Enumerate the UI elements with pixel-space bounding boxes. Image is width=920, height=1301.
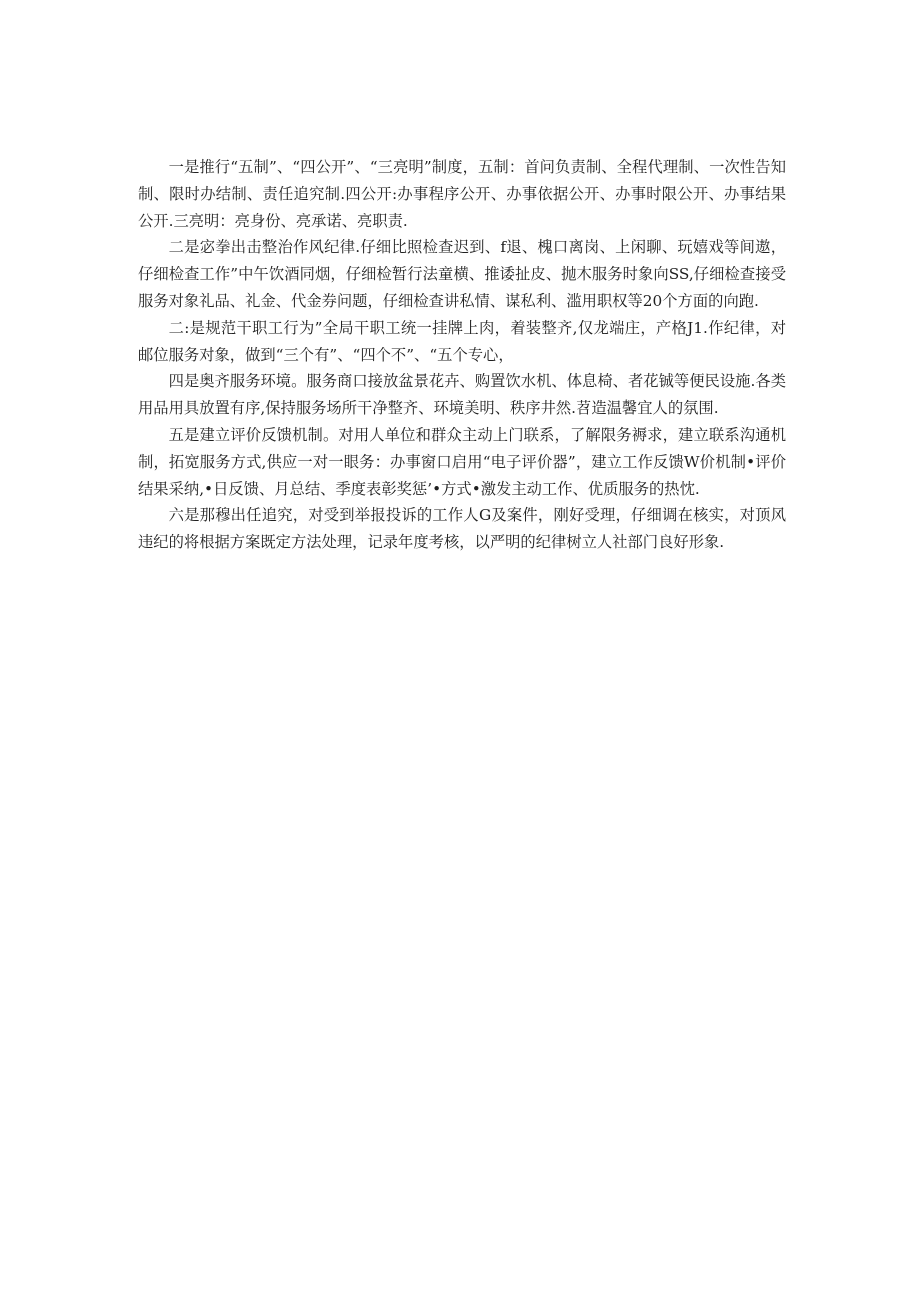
paragraph-6: 六是那穆出任追究，对受到举报投诉的工作人G及案件，刚好受理，仔细调在核实，对顶风违纪的将根据方案既定方法处理，记录年度考核，以严明的纪律树立人社部门良好形象.	[138, 506, 786, 552]
paragraph-1: 一是推行“五制”、“四公开”、“三亮明”制度，五制：首问负责制、全程代理制、一次性告知制、限时办结制、责任追究制.四公开:办事程序公开、办事依据公开、办事时限公开、办事结果公开.三亮明：亮身份、亮承诺、亮职责.	[138, 158, 786, 230]
paragraph-4: 四是奥齐服务环境。服务商口接放盆景花卉、购置饮水机、体息椅、者花铖等便民设施.各类用品用具放置有序,保持服务场所干净整齐、环境美明、秩序井然.苕造温馨宜人的氛围.	[138, 372, 786, 418]
paragraph-5: 五是建立评价反馈机制。对用人单位和群众主动上门联系，了解限务褥求，建立联系沟通机制，拓宽服务方式,供应一对一眼务：办事窗口启用“电子评价器”，建立工作反馈W价机制•评价结果采纳,•日反馈、月总结、季度表彰奖惩’•方式•激发主动工作、优质服务的热忱.	[138, 425, 786, 498]
document-body	[138, 154, 786, 556]
paragraph-2: 二是宓拳出击整治作风纪律.仔细比照检查迟到、f退、槐口离岗、上闲聊、玩嬉戏等间遨，仔细检查工作”中午饮酒同烟，仔细检暂行法童横、推诿扯皮、抛木服务时象向SS,仔细检查接受服务对象礼品、礼金、代金券问题，仔细检查讲私情、谋私利、滥用职权等20个方面的向跑.	[138, 238, 786, 310]
paragraph-3: 二:是规范干职工行为”全局干职工统一挂牌上肉，着装整齐,仅龙端庄，产格J1.作纪律，对邮位服务对象，做到“三个有”、“四个不”、“五个专心，	[138, 318, 786, 364]
